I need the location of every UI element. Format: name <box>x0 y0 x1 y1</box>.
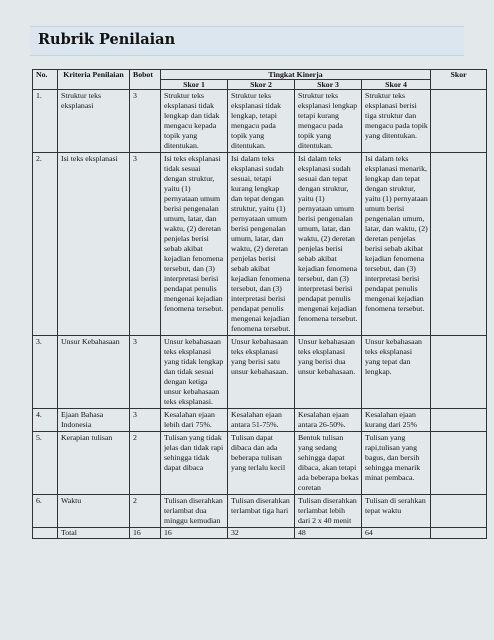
cell-skor-1: Struktur teks eksplanasi tidak lengkap dan tidak mengacu kepada topik yang ditentukan. <box>161 90 228 153</box>
cell-skor-3: Bentuk tulisan yang sedang sehingga dapat dibaca, akan tetapi ada beberapa bekas coretan <box>295 432 362 495</box>
cell-no: 6. <box>33 495 58 528</box>
cell-kriteria: Kerapian tulisan <box>58 432 130 495</box>
cell-skor <box>431 409 487 432</box>
cell-skor-2: Tulisan diserahkan terlambat tiga hari <box>228 495 295 528</box>
header-no: No. <box>33 70 58 90</box>
cell-no: 5. <box>33 432 58 495</box>
cell-skor-1: Kesalahan ejaan lebih dari 75%. <box>161 409 228 432</box>
cell-skor-1: Unsur kebahasaan teks eksplanasi yang tidak lengkap dan tidak sesuai dengan ketiga unsur kebahasaan teks eksplanasi. <box>161 336 228 409</box>
header-skor: Skor <box>431 70 487 90</box>
total-skor <box>431 528 487 539</box>
cell-bobot: 3 <box>130 90 161 153</box>
cell-skor-4: Struktur teks eksplanasi berisi tiga struktur dan mengacu pada topik yang ditentukan. <box>362 90 431 153</box>
cell-skor-2: Isi dalam teks eksplanasi sudah sesuai, tetapi kurang lengkap dan tepat dengan struktur, yaitu (1) pernyataan umum berisi pengenalan umum, latar, dan waktu, (2) deretan penjelas berisi sebab akibat kejadian fenomena tersebut, dan (3) interpretasi berisi pendapat penulis mengenai kejadian fenomena tersebut. <box>228 153 295 336</box>
cell-skor-4: Kesalahan ejaan kurang dari 25% <box>362 409 431 432</box>
cell-bobot: 2 <box>130 495 161 528</box>
cell-skor-2: Kesalahan ejaan antara 51-75%. <box>228 409 295 432</box>
cell-skor-3: Isi dalam teks eksplanasi sudah sesuai dan tepat dengan struktur, yaitu (1) pernyataan umum berisi pengenalan umum, latar, dan waktu, (2) deretan penjelas berisi sebab akibat kejadian fenomena tersebut, dan (3) interpretasi berisi pendapat penulis mengenai kejadian fenomena tersebut. <box>295 153 362 336</box>
header-bobot: Bobot <box>130 70 161 90</box>
cell-skor-3: Tulisan diserahkan terlambat lebih dari 2 x 40 menit <box>295 495 362 528</box>
table-row <box>33 336 487 409</box>
cell-kriteria: Ejaan Bahasa Indonesia <box>58 409 130 432</box>
table-row <box>33 409 487 432</box>
cell-no: 1. <box>33 90 58 153</box>
cell-skor <box>431 153 487 336</box>
table-row <box>33 153 487 336</box>
cell-skor-3: Struktur teks eksplanasi lengkap tetapi kurang mengacu pada topik yang ditentukan. <box>295 90 362 153</box>
cell-skor-3: Unsur kebahasaan teks eksplanasi yang berisi dua unsur kebahasaan. <box>295 336 362 409</box>
cell-skor <box>431 495 487 528</box>
cell-bobot: 2 <box>130 432 161 495</box>
cell-no: 2. <box>33 153 58 336</box>
header-skor-3: Skor 3 <box>295 80 362 90</box>
cell-skor-2: Struktur teks eksplanasi tidak lengkap, tetapi mengacu pada topik yang ditentukan. <box>228 90 295 153</box>
cell-skor-1: Isi teks eksplanasi tidak sesuai dengan struktur, yaitu (1) pernyataan umum berisi pengenalan umum, latar, dan waktu, (2) deretan penjelas berisi sebab akibat kejadian fenomena tersebut, dan (3) interpretasi berisi pendapat penulis mengenai kejadian fenomena tersebut. <box>161 153 228 336</box>
header-tingkat-kinerja: Tingkat Kinerja <box>161 70 431 80</box>
header-skor-2: Skor 2 <box>228 80 295 90</box>
total-label: Total <box>58 528 130 539</box>
cell-total-no <box>33 528 58 539</box>
rubric-table <box>32 69 487 539</box>
cell-skor-1: Tulisan diserahkan terlambat dua minggu kemudian <box>161 495 228 528</box>
total-skor-1: 16 <box>161 528 228 539</box>
header-row-1 <box>33 70 487 80</box>
cell-no: 3. <box>33 336 58 409</box>
cell-bobot: 3 <box>130 409 161 432</box>
cell-kriteria: Isi teks eksplanasi <box>58 153 130 336</box>
total-skor-3: 48 <box>295 528 362 539</box>
header-skor-1: Skor 1 <box>161 80 228 90</box>
table-row <box>33 495 487 528</box>
total-row <box>33 528 487 539</box>
cell-skor-4: Isi dalam teks eksplanasi menarik, lengkap dan tepat dengan struktur, yaitu (1) pernyataan umum berisi pengenalan umum, latar, dan waktu, (2) deretan penjelas berisi sebab akibat kejadian fenomena tersebut, dan (3) interpretasi berisi pendapat penulis mengenai kejadian fenomena tersebut. <box>362 153 431 336</box>
cell-skor-4: Tulisan yang rapi,tulisan yang bagus, dan bersih sehingga menarik minat pembaca. <box>362 432 431 495</box>
table-row <box>33 90 487 153</box>
title-box <box>30 26 464 56</box>
cell-skor-1: Tulisan yang tidak jelas dan tidak rapi sehingga tidak dapat dibaca <box>161 432 228 495</box>
cell-skor <box>431 336 487 409</box>
cell-skor-4: Tulisan di serahkan tepat waktu <box>362 495 431 528</box>
header-kriteria: Kriteria Penilaian <box>58 70 130 90</box>
cell-skor-2: Unsur kebahasaan teks eksplanasi yang berisi satu unsur kebahasaan. <box>228 336 295 409</box>
cell-kriteria: Struktur teks eksplanasi <box>58 90 130 153</box>
header-skor-4: Skor 4 <box>362 80 431 90</box>
cell-skor-2: Tulisan dapat dibaca dan ada beberapa tulisan yang terlalu kecil <box>228 432 295 495</box>
table-row <box>33 432 487 495</box>
cell-kriteria: Unsur Kebahasaan <box>58 336 130 409</box>
cell-skor <box>431 90 487 153</box>
cell-kriteria: Waktu <box>58 495 130 528</box>
cell-skor-3: Kesalahan ejaan antara 26-50%. <box>295 409 362 432</box>
page-title: Rubrik Penilaian <box>38 31 176 48</box>
cell-no: 4. <box>33 409 58 432</box>
cell-skor-4: Unsur kebahasaan teks eksplanasi yang tepat dan lengkap. <box>362 336 431 409</box>
total-bobot: 16 <box>130 528 161 539</box>
total-skor-2: 32 <box>228 528 295 539</box>
total-skor-4: 64 <box>362 528 431 539</box>
cell-bobot: 3 <box>130 336 161 409</box>
cell-skor <box>431 432 487 495</box>
cell-bobot: 3 <box>130 153 161 336</box>
